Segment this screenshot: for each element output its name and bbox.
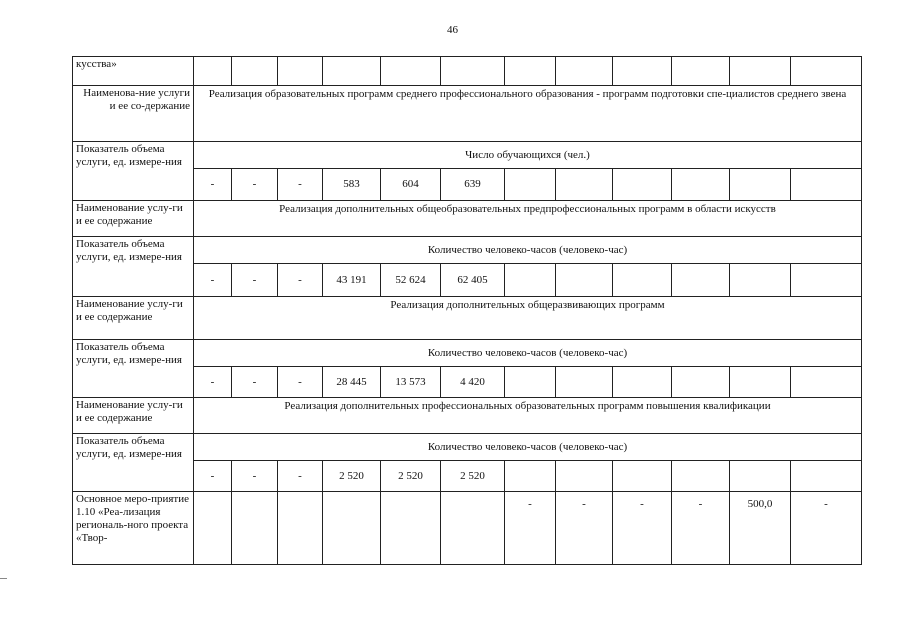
value-cell: 500,0 (730, 492, 791, 565)
activity-label: Основное меро-приятие 1.10 «Реа-лизация региональ-ного проекта «Твор- (73, 492, 194, 565)
value-cell (505, 169, 556, 201)
volume-unit: Количество человеко-часов (человеко-час) (194, 237, 862, 264)
value-cell (278, 492, 323, 565)
volume-indicator-label: Показатель объема услуги, ед. измере-ния (73, 340, 194, 398)
value-cell (613, 367, 672, 398)
table-cell (556, 57, 613, 86)
value-cell (323, 492, 381, 565)
value-cell (791, 461, 862, 492)
volume-unit: Количество человеко-часов (человеко-час) (194, 434, 862, 461)
value-cell (730, 461, 791, 492)
table-row (73, 86, 862, 142)
table-cell (381, 57, 441, 86)
budget-table (72, 56, 862, 565)
value-cell: 2 520 (381, 461, 441, 492)
value-cell (730, 169, 791, 201)
value-cell: - (232, 169, 278, 201)
value-cell (505, 367, 556, 398)
table-cell (278, 57, 323, 86)
value-cell: 13 573 (381, 367, 441, 398)
value-cell (556, 169, 613, 201)
volume-indicator-label: Показатель объема услуги, ед. измере-ния (73, 142, 194, 201)
value-cell: - (232, 461, 278, 492)
value-cell: - (232, 264, 278, 297)
table-cell (613, 57, 672, 86)
value-cell (791, 264, 862, 297)
value-cell (730, 264, 791, 297)
service-name-label: Наименование услу-ги и ее содержание (73, 297, 194, 340)
value-cell (613, 461, 672, 492)
value-cell (672, 367, 730, 398)
value-cell: - (194, 169, 232, 201)
table-row (73, 297, 862, 340)
table-row (73, 340, 862, 367)
table-cell (194, 57, 232, 86)
value-cell: 4 420 (441, 367, 505, 398)
value-cell: 62 405 (441, 264, 505, 297)
table-cell (323, 57, 381, 86)
table-cell (672, 57, 730, 86)
value-cell: - (194, 367, 232, 398)
value-cell: - (791, 492, 862, 565)
value-cell: - (278, 367, 323, 398)
table-row (73, 492, 862, 565)
value-cell (613, 264, 672, 297)
value-cell (672, 169, 730, 201)
value-cell (556, 367, 613, 398)
value-cell (381, 492, 441, 565)
table-row (73, 398, 862, 434)
value-cell: - (278, 264, 323, 297)
value-cell (672, 461, 730, 492)
value-cell: 583 (323, 169, 381, 201)
value-cell: - (672, 492, 730, 565)
value-cell (194, 492, 232, 565)
value-cell: 43 191 (323, 264, 381, 297)
table-row (73, 57, 862, 86)
value-cell (791, 367, 862, 398)
table-cell (730, 57, 791, 86)
value-cell: - (278, 461, 323, 492)
value-cell (672, 264, 730, 297)
table-row (73, 237, 862, 264)
value-cell: - (278, 169, 323, 201)
service-name-label: Наименование услу-ги и ее содержание (73, 201, 194, 237)
value-cell (505, 264, 556, 297)
value-cell (791, 169, 862, 201)
table-row (73, 201, 862, 237)
service-name-text: Реализация дополнительных профессиональных образовательных программ повышения квалификации (194, 398, 862, 434)
value-cell: - (194, 264, 232, 297)
value-cell: - (194, 461, 232, 492)
value-cell (730, 367, 791, 398)
service-name-text: Реализация образовательных программ среднего профессионального образования - программ подготовки спе-циалистов среднего звена (194, 86, 862, 142)
volume-unit: Количество человеко-часов (человеко-час) (194, 340, 862, 367)
margin-mark (0, 578, 7, 579)
value-cell (505, 461, 556, 492)
value-cell (441, 492, 505, 565)
table-cell (232, 57, 278, 86)
value-cell: 52 624 (381, 264, 441, 297)
table-cell (791, 57, 862, 86)
row-label: кусства» (73, 57, 194, 86)
value-cell (232, 492, 278, 565)
value-cell (556, 264, 613, 297)
value-cell (556, 461, 613, 492)
value-cell: - (232, 367, 278, 398)
service-name-label: Наименова-ние услуги и ее со-держание (73, 86, 194, 142)
value-cell (613, 169, 672, 201)
value-cell: 2 520 (323, 461, 381, 492)
service-name-text: Реализация дополнительных общеразвивающих программ (194, 297, 862, 340)
table-cell (505, 57, 556, 86)
value-cell: 2 520 (441, 461, 505, 492)
table-row (73, 142, 862, 169)
value-cell: - (505, 492, 556, 565)
table-row (73, 434, 862, 461)
volume-unit: Число обучающихся (чел.) (194, 142, 862, 169)
volume-indicator-label: Показатель объема услуги, ед. измере-ния (73, 434, 194, 492)
value-cell: - (556, 492, 613, 565)
value-cell: - (613, 492, 672, 565)
value-cell: 28 445 (323, 367, 381, 398)
page-number: 46 (447, 24, 458, 36)
service-name-label: Наименование услу-ги и ее содержание (73, 398, 194, 434)
value-cell: 639 (441, 169, 505, 201)
value-cell: 604 (381, 169, 441, 201)
volume-indicator-label: Показатель объема услуги, ед. измере-ния (73, 237, 194, 297)
service-name-text: Реализация дополнительных общеобразовательных предпрофессиональных программ в области искусств (194, 201, 862, 237)
table-cell (441, 57, 505, 86)
